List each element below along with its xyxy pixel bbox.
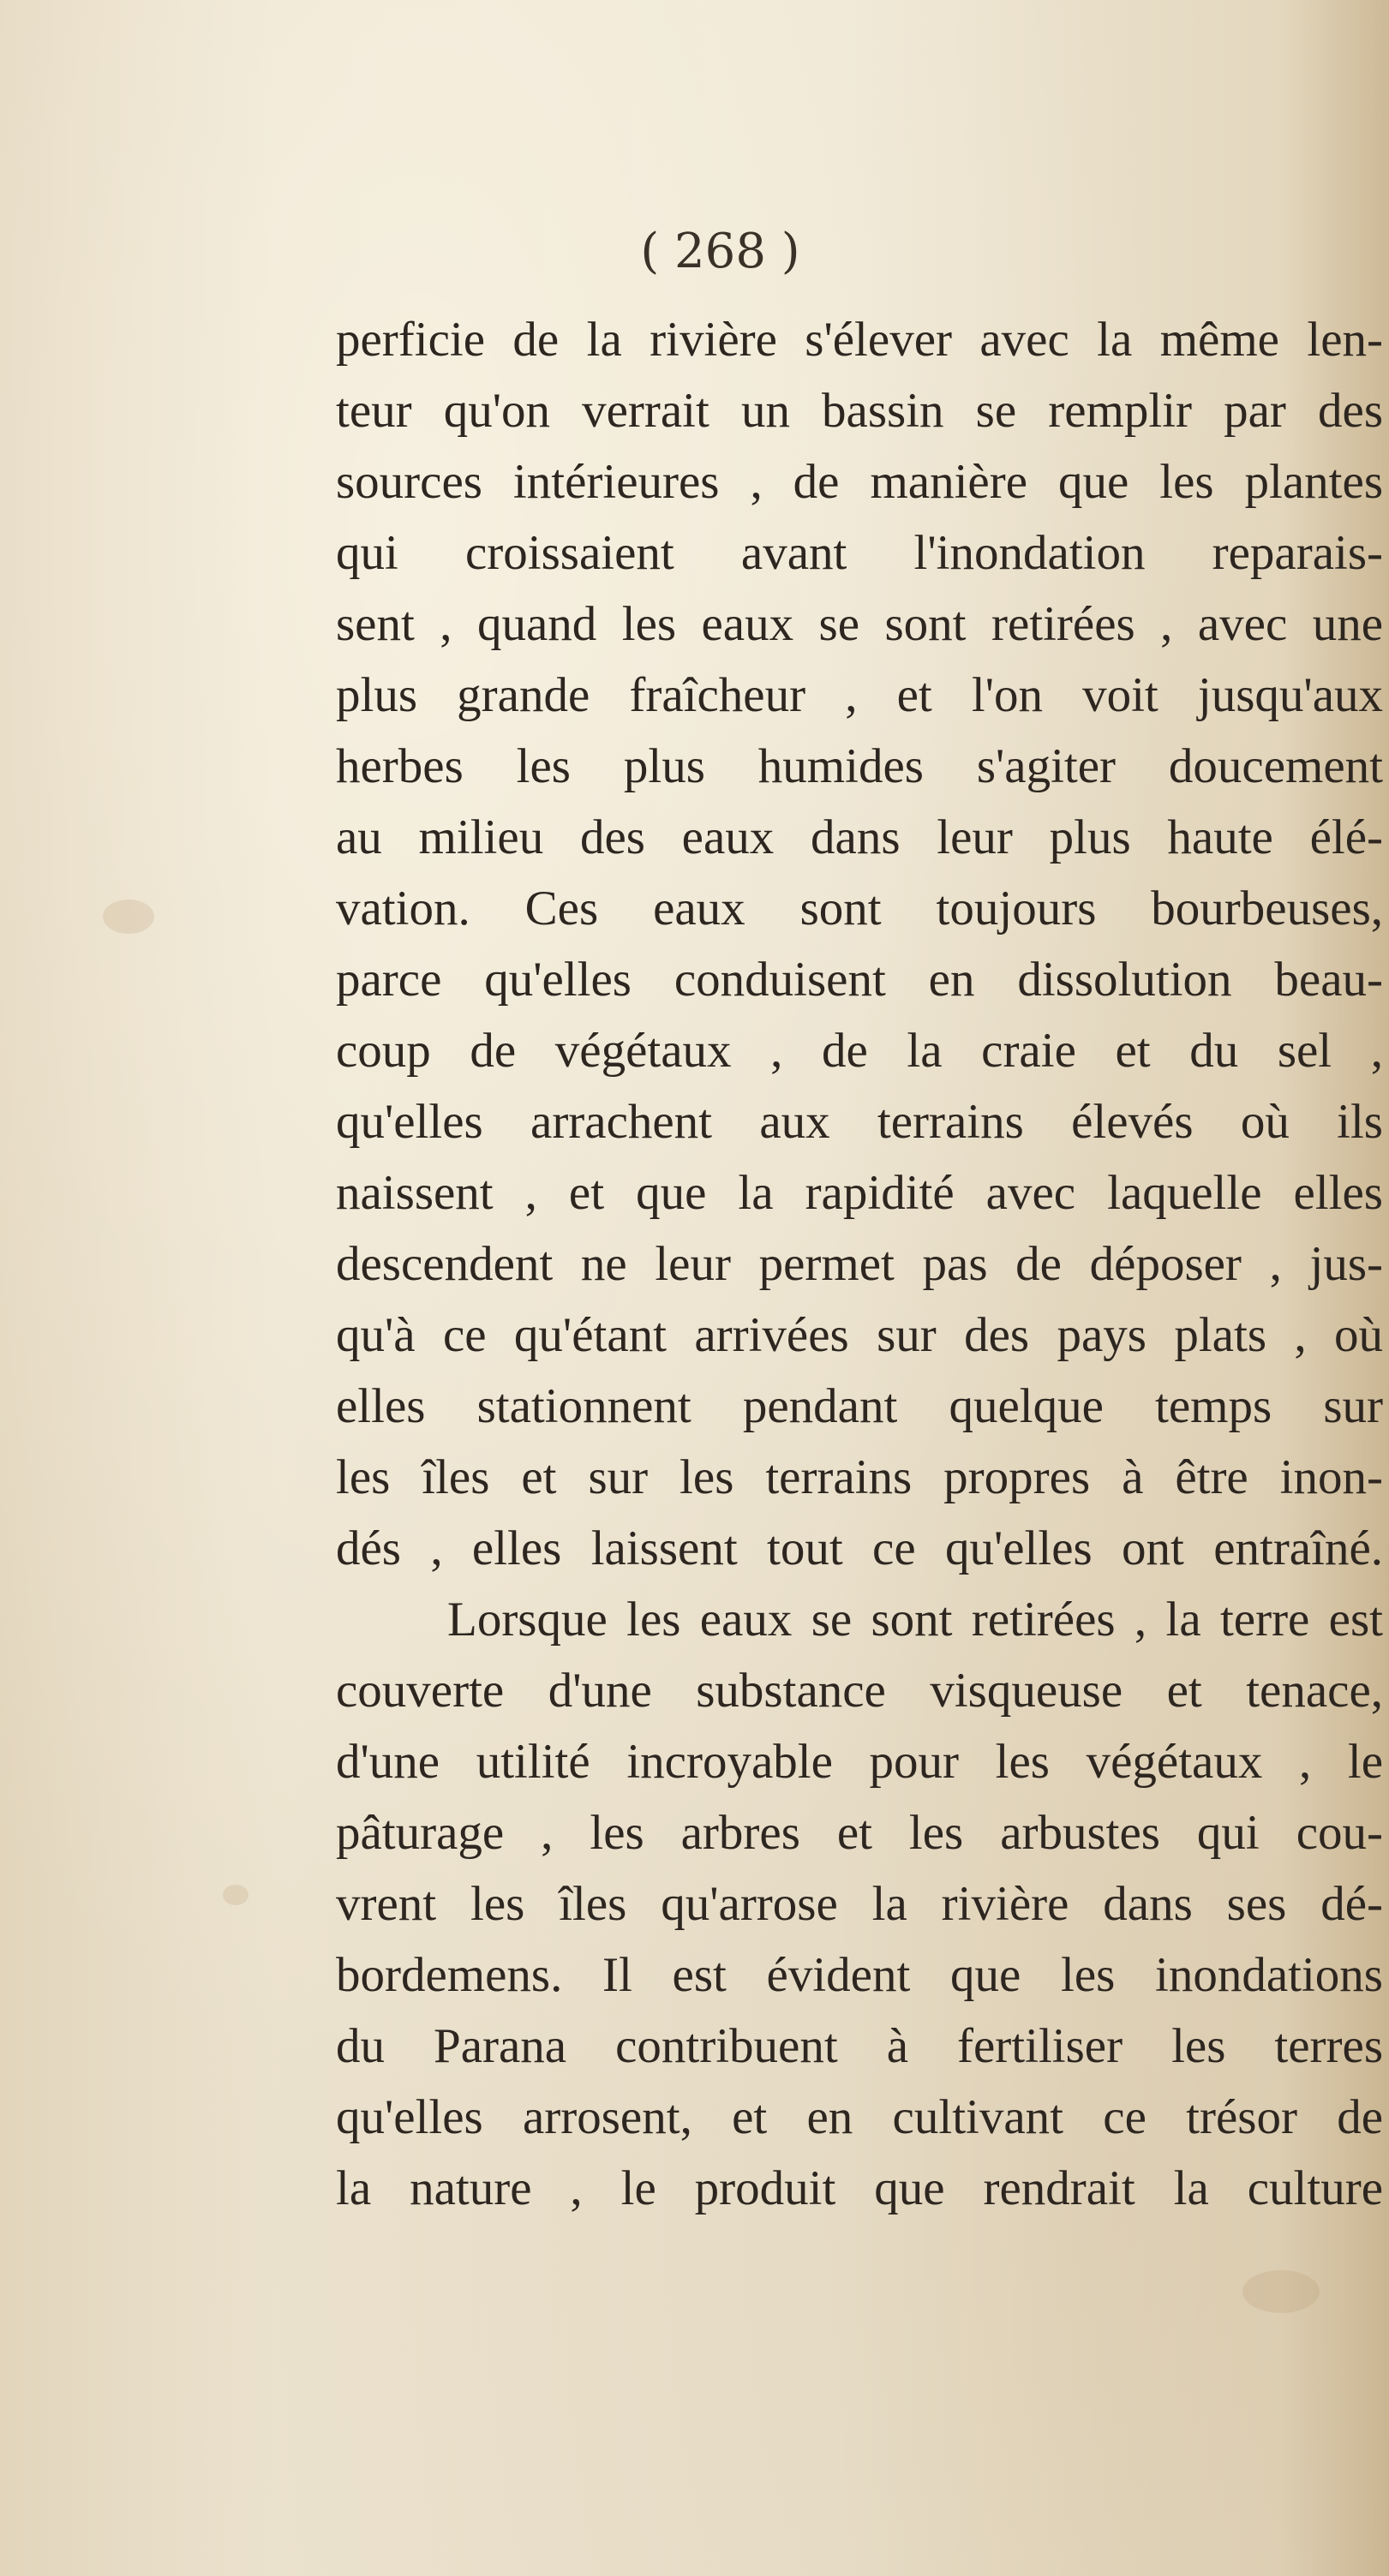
- text-line: qu'elles arrosent, et en cultivant ce trésor de: [336, 2090, 1383, 2144]
- text-line: herbes les plus humides s'agiter doucement: [336, 739, 1383, 793]
- text-line: plus grande fraîcheur , et l'on voit jusqu'aux: [336, 668, 1383, 722]
- text-line: elles stationnent pendant quelque temps sur: [336, 1379, 1383, 1433]
- text-line: teur qu'on verrait un bassin se remplir par des: [336, 384, 1383, 438]
- text-line: bordemens. Il est évident que les inondations: [336, 1948, 1383, 2002]
- text-line: descendent ne leur permet pas de déposer , jus-: [336, 1237, 1383, 1291]
- text-line: du Parana contribuent à fertiliser les terres: [336, 2019, 1383, 2073]
- text-line: pâturage , les arbres et les arbustes qui cou-: [336, 1806, 1383, 1860]
- text-line: sent , quand les eaux se sont retirées , avec une: [336, 597, 1383, 651]
- paper-stain: [103, 900, 154, 934]
- text-line: dés , elles laissent tout ce qu'elles ont entraîné.: [336, 1521, 1383, 1575]
- text-line: sources intérieures , de manière que les plantes: [336, 455, 1383, 509]
- text-line: au milieu des eaux dans leur plus haute élé-: [336, 810, 1383, 864]
- text-line: d'une utilité incroyable pour les végétaux , le: [336, 1735, 1383, 1789]
- text-line: couverte d'une substance visqueuse et tenace,: [336, 1664, 1383, 1718]
- paragraph-2: [336, 1584, 1383, 2224]
- text-line: qu'elles arrachent aux terrains élevés où ils: [336, 1095, 1383, 1149]
- page-number: ( 268 ): [640, 224, 800, 279]
- body-text: [336, 304, 1383, 2224]
- text-line: vrent les îles qu'arrose la rivière dans ses dé-: [336, 1877, 1383, 1931]
- text-line: perficie de la rivière s'élever avec la même len-: [336, 313, 1383, 367]
- paragraph-1: [336, 304, 1383, 1584]
- text-line: naissent , et que la rapidité avec laquelle elles: [336, 1166, 1383, 1220]
- paper-stain: [223, 1885, 248, 1905]
- text-line: coup de végétaux , de la craie et du sel ,: [336, 1024, 1383, 1078]
- text-line: qu'à ce qu'étant arrivées sur des pays plats , où: [336, 1308, 1383, 1362]
- text-line: parce qu'elles conduisent en dissolution beau-: [336, 953, 1383, 1007]
- paper-stain: [1242, 2270, 1320, 2313]
- text-line: la nature , le produit que rendrait la culture: [336, 2161, 1383, 2215]
- text-line: les îles et sur les terrains propres à être inon-: [336, 1450, 1383, 1504]
- text-line: qui croissaient avant l'inondation reparais-: [336, 526, 1383, 580]
- text-line: Lorsque les eaux se sont retirées , la terre est: [447, 1593, 1383, 1647]
- text-line: vation. Ces eaux sont toujours bourbeuses,: [336, 882, 1383, 935]
